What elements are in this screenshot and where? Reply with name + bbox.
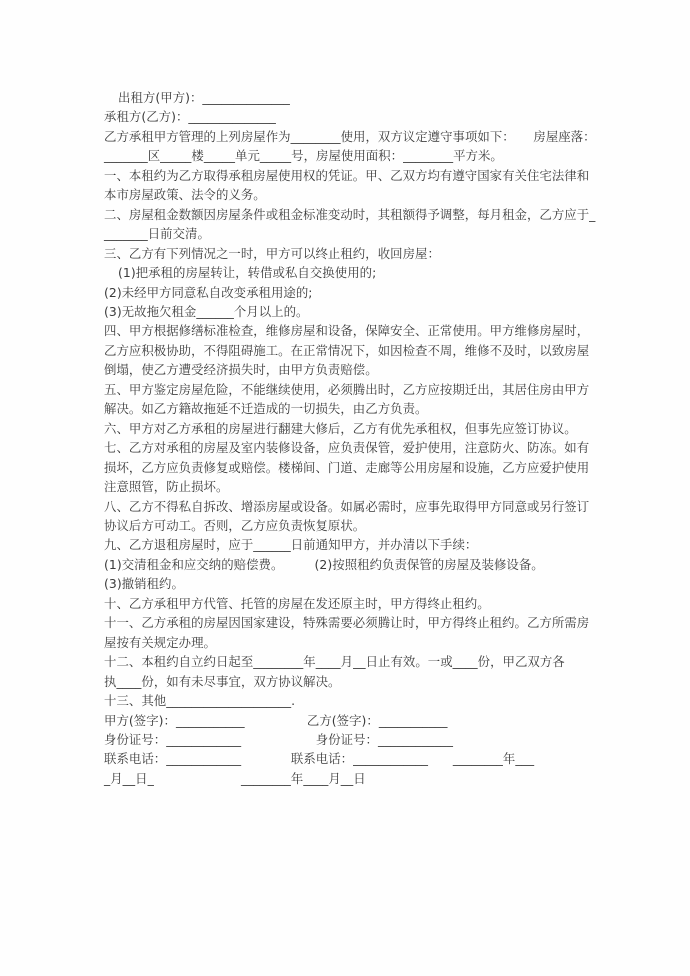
signature-line-parties: 甲方(签字)：___________ 乙方(签字)：___________: [104, 712, 448, 728]
contract-line-clause-9: 九、乙方退租房屋时，应于______日前通知甲方，并办清以下手续：: [104, 537, 478, 553]
contract-line-clause-2a: 二、房屋租金数额因房屋条件或租金标准变动时，其租额得予调整，每月租金，乙方应于_: [104, 206, 596, 222]
contract-line-clause-8a: 八、乙方不得私自拆改、增添房屋或设备。如属必需时，应事先取得甲方同意或另行签订: [104, 498, 590, 514]
contract-line-clause-9-item-3: (3)撤销租约。: [104, 576, 184, 592]
contract-line-clause-11b: 屋按有关规定办理。: [104, 634, 216, 650]
contract-line-clause-5b: 解决。如乙方籍故拖延不迁造成的一切损失，由乙方负责。: [104, 401, 428, 417]
contract-line-lessor-party: 出租方(甲方)：______________: [118, 90, 290, 105]
contract-line-clause-9-items-1-2: (1)交清租金和应交纳的赔偿费。 (2)按照租约负责保管的房屋及装修设备。: [104, 556, 544, 572]
contract-line-clause-5a: 五、甲方鉴定房屋危险，不能继续使用，必须腾出时，乙方应按期迁出，其居住房由甲方: [104, 381, 590, 397]
contract-line-clause-2b: _______日前交清。: [104, 226, 210, 242]
contract-line-clause-4a: 四、甲方根据修缮标准检查，维修房屋和设备，保障安全、正常使用。甲方维修房屋时，: [104, 323, 590, 339]
contract-line-clause-7c: 注意照管，防止损坏。: [104, 479, 229, 495]
contract-line-clause-3-item-2: (2)未经甲方同意私自改变承租用途的;: [104, 284, 313, 300]
contract-line-clause-4c: 倒塌，使乙方遭受经济损失时，由甲方负责赔偿。: [104, 362, 378, 378]
contract-line-clause-3: 三、乙方有下列情况之一时，甲方可以终止租约，收回房屋：: [104, 245, 440, 261]
contract-line-clause-10: 十、乙方承租甲方代管、托管的房屋在发还原主时，甲方得终止租约。: [104, 595, 490, 611]
contract-line-clause-1b: 本市房屋政策、法令的义务。: [104, 187, 266, 203]
contract-line-clause-1a: 一、本租约为乙方取得承租房屋使用权的凭证。甲、乙双方均有遵守国家有关住宅法律和: [104, 167, 590, 183]
contract-line-premises-address: _______区_____楼_____单元_____号，房屋使用面积：________平方米。: [104, 148, 503, 164]
contract-line-clause-11a: 十一、乙方承租的房屋因国家建设，特殊需要必须腾让时，甲方得终止租约。乙方所需房: [104, 615, 590, 631]
contract-line-clause-12a: 十二、本租约自立约日起至________年____月__日止有效。一或____份，甲乙双方各: [104, 654, 565, 670]
contract-line-clause-6: 六、甲方对乙方承租的房屋进行翻建大修后，乙方有优先承租权，但事先应签订协议。: [104, 420, 577, 436]
contract-line-clause-8b: 协议后方可动工。否则，乙方应负责恢复原状。: [104, 517, 366, 533]
signature-line-dates: _月__日_ ________年____月__日: [104, 770, 366, 786]
contract-line-clause-12b: 执____份，如有未尽事宜，双方协议解决。: [104, 673, 341, 689]
signature-line-id-numbers: 身份证号：____________ 身份证号：____________: [104, 731, 453, 747]
contract-line-clause-7b: 损坏，乙方应负责修复或赔偿。楼梯间、门道、走廊等公用房屋和设施，乙方应爱护使用: [104, 459, 590, 475]
contract-line-clause-7a: 七、乙方对承租的房屋及室内装修设备，应负责保管，爱护使用，注意防火、防冻。如有: [104, 440, 590, 456]
signature-line-phone-numbers: 联系电话：____________ 联系电话：____________ ________年___: [104, 751, 535, 767]
contract-line-premises-use: 乙方承租甲方管理的上列房屋作为________使用，双方议定遵守事项如下： 房屋座落：: [104, 128, 596, 144]
contract-text-body: [104, 88, 596, 788]
contract-line-lessee-party: 承租方(乙方)：______________: [104, 109, 276, 125]
contract-line-clause-3-item-3: (3)无故拖欠租金______个月以上的。: [104, 303, 309, 319]
contract-line-clause-4b: 乙方应积极协助，不得阻碍施工。在正常情况下，如因检查不周，维修不及时，以致房屋: [104, 342, 590, 358]
contract-line-clause-13-other: 十三、其他____________________.: [104, 693, 296, 709]
contract-line-clause-3-item-1: (1)把承租的房屋转让，转借或私自交换使用的;: [118, 265, 377, 281]
